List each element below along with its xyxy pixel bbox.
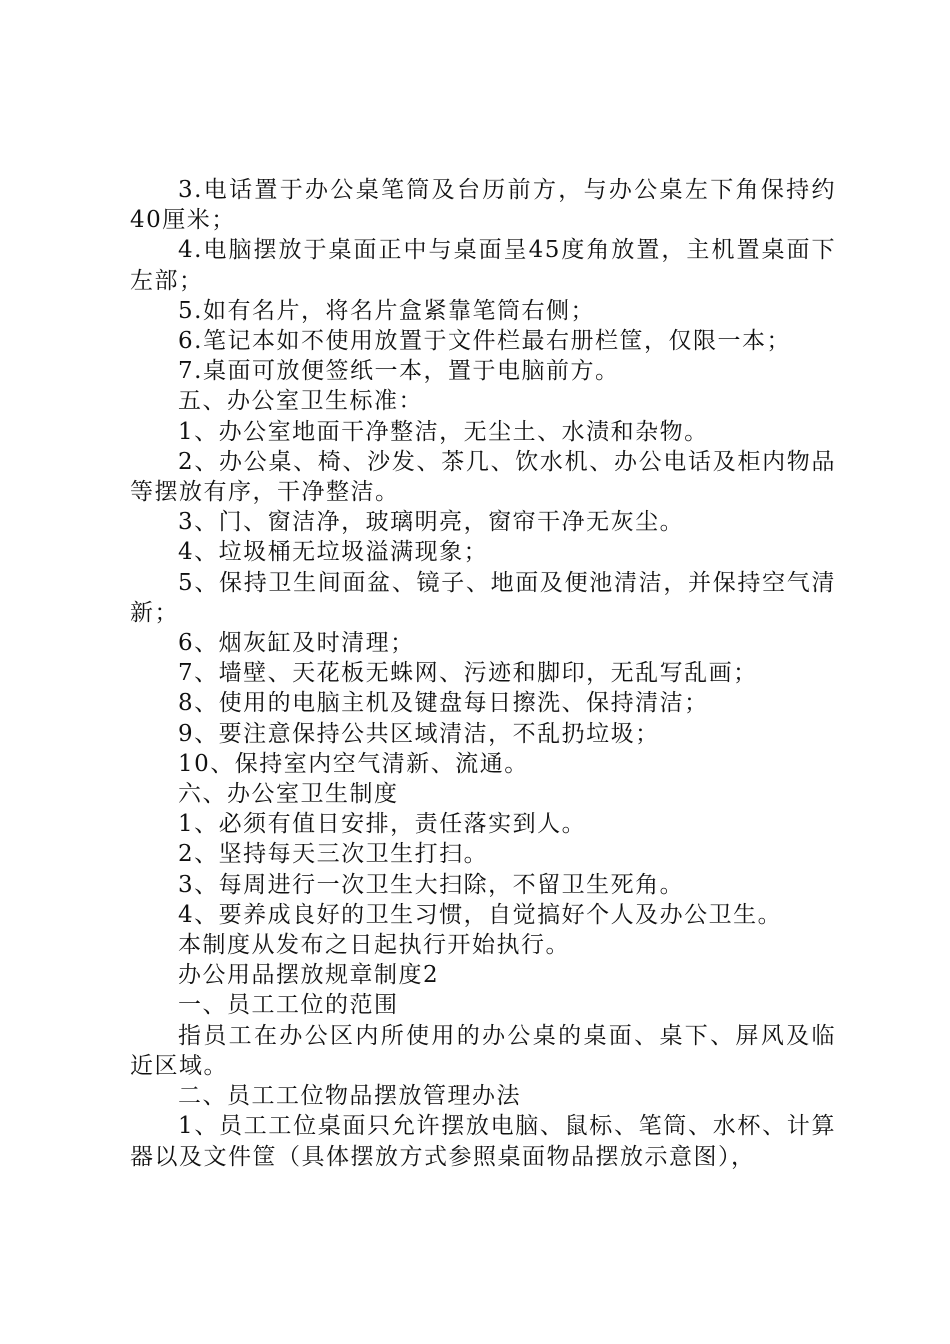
list-item: 2、办公桌、椅、沙发、茶几、饮水机、办公电话及柜内物品等摆放有序，干净整洁。 [130,448,836,506]
section-heading-hygiene-system: 六、办公室卫生制度 [178,781,399,808]
list-item: 3、门、窗洁净，玻璃明亮，窗帘干净无灰尘。 [178,509,685,536]
list-item: 1、必须有值日安排，责任落实到人。 [178,811,587,838]
section-heading-placement-rules: 二、员工工位物品摆放管理办法 [178,1083,521,1110]
list-item: 10、保持室内空气清新、流通。 [178,750,529,777]
list-item: 5、保持卫生间面盆、镜子、地面及便池清洁，并保持空气清新； [130,569,836,626]
paragraph-effective-date: 本制度从发布之日起执行开始执行。 [178,932,570,959]
section-heading-workstation-scope: 一、员工工位的范围 [178,992,399,1019]
paragraph-phone-placement: 3.电话置于办公桌笔筒及台历前方，与办公桌左下角保持约40厘米； [130,177,836,234]
paragraph-notebook: 6.笔记本如不使用放置于文件栏最右册栏筐，仅限一本； [178,328,791,355]
list-item: 4、垃圾桶无垃圾溢满现象； [178,539,489,566]
list-item: 4、要养成良好的卫生习惯，自觉搞好个人及办公卫生。 [178,901,783,928]
paragraph-computer-placement: 4.电脑摆放于桌面正中与桌面呈45度角放置，主机置桌面下左部； [130,237,836,294]
list-item: 6、烟灰缸及时清理； [178,630,415,657]
section-heading-hygiene-standards: 五、办公室卫生标准： [178,388,423,415]
paragraph-business-card: 5.如有名片，将名片盒紧靠笔筒右侧； [178,297,595,324]
document-subtitle: 办公用品摆放规章制度2 [178,962,440,989]
paragraph-workstation-definition: 指员工在办公区内所使用的办公桌的桌面、桌下、屏风及临近区域。 [130,1022,836,1079]
list-item: 3、每周进行一次卫生大扫除，不留卫生死角。 [178,871,685,898]
list-item: 1、办公室地面干净整洁，无尘土、水渍和杂物。 [178,418,709,445]
list-item: 1、员工工位桌面只允许摆放电脑、鼠标、笔筒、水杯、计算器以及文件筐（具体摆放方式参照桌面物品摆放示意图）， [130,1113,836,1170]
list-item: 7、墙壁、天花板无蛛网、污迹和脚印，无乱写乱画； [178,660,758,687]
paragraph-sticky-notes: 7.桌面可放便签纸一本，置于电脑前方。 [178,358,620,385]
list-item: 8、使用的电脑主机及键盘每日擦洗、保持清洁； [178,690,709,717]
list-item: 2、坚持每天三次卫生打扫。 [178,841,489,868]
document-body [130,175,836,1172]
list-item: 9、要注意保持公共区域清洁，不乱扔垃圾； [178,720,660,747]
